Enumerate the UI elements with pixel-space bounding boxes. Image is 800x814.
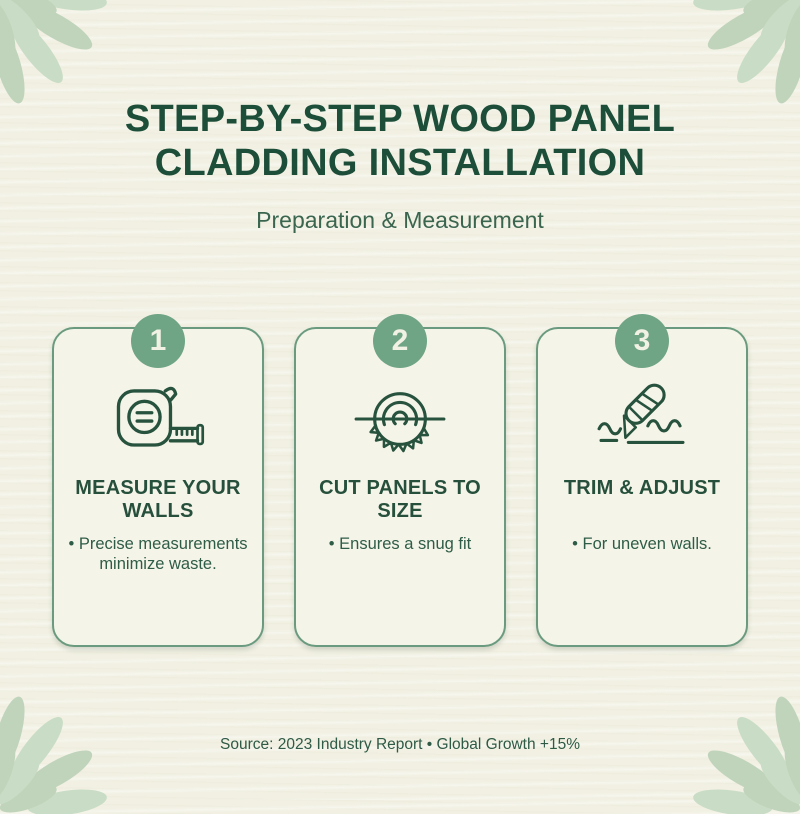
- step-heading-3: TRIM & ADJUST: [563, 477, 721, 499]
- step-bullet-3: • For uneven walls.: [572, 535, 712, 553]
- step-bullet-2: • Ensures a snug fit: [328, 535, 472, 553]
- steps-row: [52, 324, 748, 647]
- tape-measure-icon: [54, 379, 262, 459]
- step-card-3: [536, 324, 748, 647]
- footer-source: Source: 2023 Industry Report • Global Growth +15%: [220, 736, 580, 753]
- step-heading-2: CUT PANELS TO SIZE: [319, 477, 481, 522]
- page-title-line2: CLADDING INSTALLATION: [154, 142, 646, 185]
- page-title-line1: STEP-BY-STEP WOOD PANEL: [124, 98, 676, 140]
- step-bullet-1: • Precise measurements minimize waste.: [68, 535, 248, 573]
- step-number-badge-1: 1: [131, 314, 185, 368]
- step-card-2: [294, 324, 506, 647]
- step-heading-1: MEASURE YOUR WALLS: [75, 477, 241, 522]
- step-number-badge-3: 3: [615, 314, 669, 368]
- corner-leaves-bottom-right-icon: [644, 644, 800, 814]
- utility-knife-icon: [538, 379, 746, 459]
- page-title: [0, 97, 800, 185]
- step-card-1: [52, 324, 264, 647]
- step-number-badge-2: 2: [373, 314, 427, 368]
- circular-saw-icon: [296, 379, 504, 459]
- corner-leaves-bottom-left-icon: [0, 644, 156, 814]
- header: [0, 0, 800, 234]
- page-subtitle: Preparation & Measurement: [256, 207, 544, 234]
